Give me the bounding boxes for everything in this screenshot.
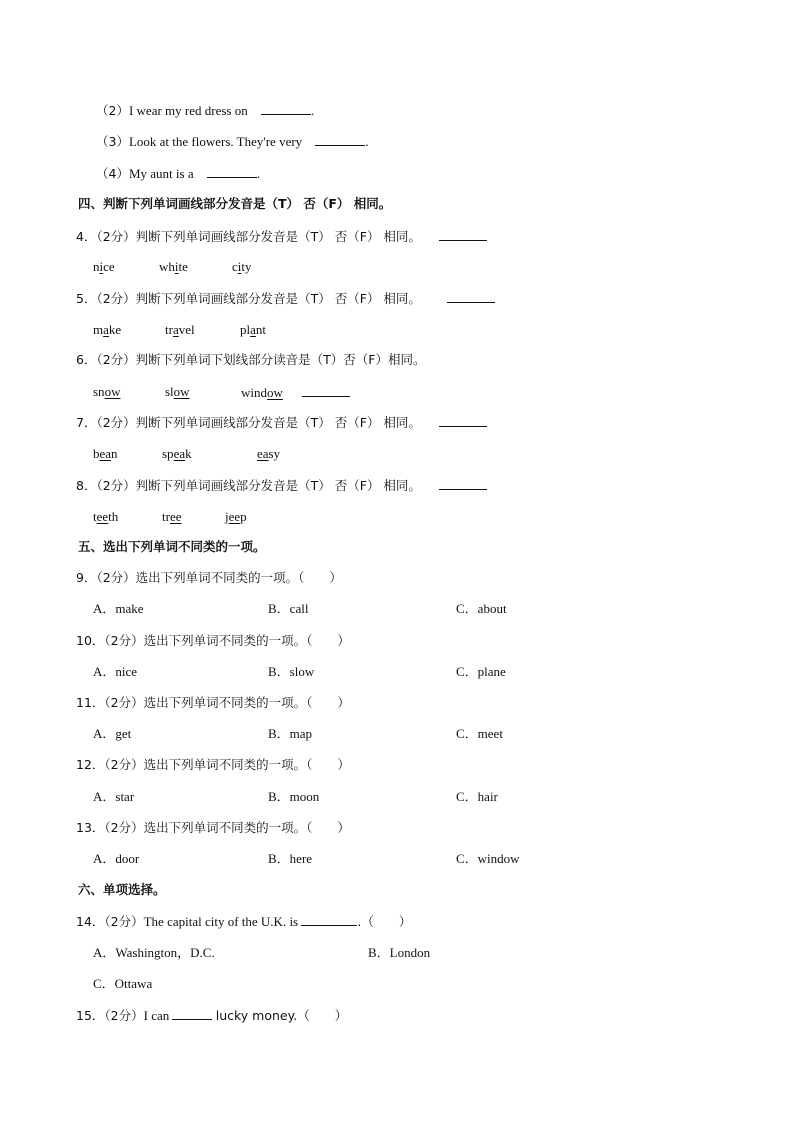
question-5: 5．（2分）判断下列单词画线部分发音是（T） 否（F） 相同。 [76,290,495,307]
option-c[interactable]: C．about [456,601,507,616]
section-5-title: 五、选出下列单词不同类的一项。 [78,539,266,554]
answer-blank[interactable] [439,414,487,427]
word-city: city [232,259,252,274]
option-c[interactable]: C．window [456,851,520,866]
question-4: 4．（2分）判断下列单词画线部分发音是（T） 否（F） 相同。 [76,228,487,245]
option-b[interactable]: B．call [268,601,309,616]
option-a[interactable]: A．door [93,851,140,866]
answer-blank[interactable] [207,165,257,178]
word-tree: tree [162,509,182,524]
word-speak: speak [162,446,192,461]
answer-blank[interactable] [172,1007,212,1020]
option-b[interactable]: B．London [368,945,431,960]
word-snow: snow [93,384,121,399]
word-white: white [159,259,188,274]
option-b[interactable]: B．moon [268,789,320,804]
question-14: 14．（2分）The capital city of the U.K. is .（ ） [76,914,412,929]
question-8: 8．（2分）判断下列单词画线部分发音是（T） 否（F） 相同。 [76,477,487,494]
section-6-title: 六、单项选择。 [78,882,166,897]
answer-blank[interactable] [315,133,365,146]
option-c[interactable]: C．plane [456,664,506,679]
word-easy: easy [257,446,281,461]
answer-blank[interactable] [301,913,357,926]
option-c[interactable]: C．hair [456,789,498,804]
option-a[interactable]: A．get [93,726,132,741]
question-7: 7．（2分）判断下列单词画线部分发音是（T） 否（F） 相同。 [76,414,487,431]
question-13: 13．（2分）选出下列单词不同类的一项。（ ） [76,820,350,835]
question-10: 10．（2分）选出下列单词不同类的一项。（ ） [76,633,350,648]
fill-item-3: （3）Look at the flowers. They're very . [96,134,369,149]
fill-item-text: Look at the flowers. They're very [128,134,303,149]
option-b[interactable]: B．here [268,851,313,866]
word-plant: plant [240,322,267,337]
fill-item-text: My aunt is a [128,166,194,181]
answer-blank[interactable] [439,477,487,490]
section-4-title: 四、判断下列单词画线部分发音是（T） 否（F） 相同。 [78,196,392,211]
word-travel: travel [165,322,195,337]
question-12: 12．（2分）选出下列单词不同类的一项。（ ） [76,757,350,772]
question-6: 6．（2分）判断下列单词下划线部分读音是（T）否（F）相同。 [76,352,426,367]
answer-blank[interactable] [447,290,495,303]
option-a[interactable]: A．nice [93,664,138,679]
answer-blank[interactable] [439,228,487,241]
fill-item-2: （2）I wear my red dress on . [96,103,315,118]
word-teeth: teeth [93,509,119,524]
word-nice: nice [93,259,115,274]
answer-blank[interactable] [302,384,350,397]
fill-item-4: （4）My aunt is a . [96,166,261,181]
fill-item-text: I wear my red dress on [128,103,248,118]
word-bean: bean [93,446,118,461]
option-a[interactable]: A．star [93,789,135,804]
answer-blank[interactable] [261,102,311,115]
word-make: make [93,322,122,337]
option-b[interactable]: B．map [268,726,313,741]
option-c[interactable]: C．Ottawa [93,976,153,991]
question-9: 9．（2分）选出下列单词不同类的一项。（ ） [76,570,342,585]
word-jeep: jeep [225,509,247,524]
option-a[interactable]: A．Washington，D.C. [93,945,215,960]
question-15: 15．（2分）I can lucky money.（ ） [76,1008,348,1023]
word-slow: slow [165,384,190,399]
question-11: 11．（2分）选出下列单词不同类的一项。（ ） [76,695,350,710]
word-window: window [241,384,350,401]
option-c[interactable]: C．meet [456,726,503,741]
option-a[interactable]: A．make [93,601,144,616]
option-b[interactable]: B．slow [268,664,315,679]
